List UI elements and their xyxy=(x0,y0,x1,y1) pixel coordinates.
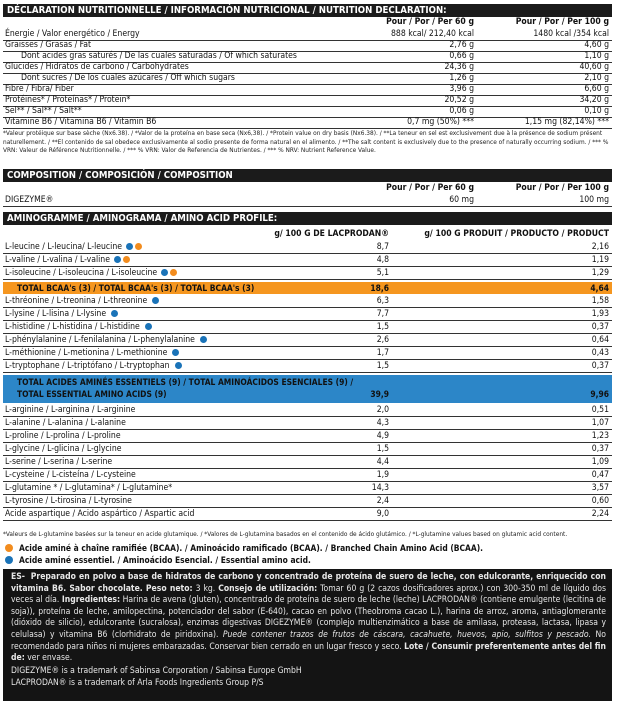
nutrition-label: Vitamine B6 / Vitamina B6 / Vitamin B6 xyxy=(5,117,157,127)
amino-label: L-histidine / L-histidina / L-histidine xyxy=(5,322,152,333)
nutrition-column-headers xyxy=(3,17,612,28)
blue-dot-icon xyxy=(172,349,179,356)
amino-value-lacprodan: 9,0 xyxy=(376,509,389,519)
amino-label: L-leucine / L-leucina/ L-leucine xyxy=(5,242,142,253)
nutrition-label: Glucides / Hidratos de carbono / Carbohydrates xyxy=(5,62,189,72)
nutrition-value-100g: 0,10 g xyxy=(584,106,609,116)
composition-row xyxy=(3,195,612,207)
amino-value-product: 0,47 xyxy=(591,470,609,480)
amino-value-product: 0,43 xyxy=(591,348,609,358)
amino-value-product: 0,64 xyxy=(591,335,609,345)
amino-row-essential xyxy=(3,309,612,321)
es-ingredients-label: Ingredientes: xyxy=(61,595,121,606)
amino-footnote: *Valeurs de L-glutamine basées sur la teneur en acide glutamique. / *Valores de L-glutamina basados en el contenido de ácido glutámico. / *L-glutamine values based on glutamic acid content. xyxy=(3,530,568,538)
composition-col1: Pour / Por / Per 60 g xyxy=(386,183,474,193)
blue-dot-icon xyxy=(111,310,118,317)
amino-value-lacprodan: 2,0 xyxy=(376,405,389,415)
amino-col1: g/ 100 G DE LACPRODAN® xyxy=(274,229,389,239)
nutrition-value-100g: 1480 kcal /354 kcal xyxy=(533,29,609,39)
amino-value-product: 3,57 xyxy=(591,483,609,493)
amino-value-lacprodan: 1,9 xyxy=(376,470,389,480)
amino-value-lacprodan: 1,5 xyxy=(376,322,389,332)
amino-row xyxy=(3,483,612,495)
amino-value-lacprodan: 2,6 xyxy=(376,335,389,345)
amino-value-lacprodan: 4,8 xyxy=(376,255,389,265)
trademark-lacprodan: LACPRODAN® is a trademark of Arla Foods Ingredients Group P/S xyxy=(11,678,264,689)
legend-bcaa-text: Acide aminé à chaîne ramifiée (BCAA). / Aminoácido ramificado (BCAA). / Branched Chain Amino Acid (BCAA). xyxy=(19,543,484,553)
legend-essential xyxy=(3,555,311,566)
nutrition-value-100g: 1,15 mg (82,14%) *** xyxy=(524,117,609,127)
amino-value-lacprodan: 1,7 xyxy=(376,348,389,358)
amino-value-product: 1,58 xyxy=(591,296,609,306)
amino-value-lacprodan: 7,7 xyxy=(376,309,389,319)
es-lot-label: Lote / Consumir preferentemente antes del fin de: xyxy=(11,641,606,664)
nutrition-value-100g: 4,60 g xyxy=(584,40,609,50)
amino-row xyxy=(3,418,612,430)
nutrition-label: Protéines* / Proteínas* / Protein* xyxy=(5,95,131,105)
essential-total-label-2: TOTAL ESSENTIAL AMINO ACIDS (9) xyxy=(17,389,167,399)
orange-dot-icon xyxy=(135,243,142,250)
amino-value-product: 1,09 xyxy=(591,457,609,467)
nutrition-value-100g: 40,60 g xyxy=(579,62,609,72)
nutrition-value-100g: 1,10 g xyxy=(584,51,609,61)
amino-value-lacprodan: 1,5 xyxy=(376,444,389,454)
amino-row xyxy=(3,496,612,508)
spanish-description-block xyxy=(3,569,612,701)
nutrition-value-60g: 1,26 g xyxy=(449,73,474,83)
nutrition-col1: Pour / Por / Per 60 g xyxy=(386,17,474,27)
bcaa-total-product: 4,64 xyxy=(590,283,609,293)
nutrition-value-60g: 24,36 g xyxy=(444,62,474,72)
amino-row-essential xyxy=(3,335,612,347)
amino-label: L-arginine / L-arginina / L-arginine xyxy=(5,405,136,415)
amino-label: L-cysteine / L-cisteína / L-cysteine xyxy=(5,470,136,480)
blue-dot-icon xyxy=(145,323,152,330)
essential-total-row xyxy=(3,375,612,403)
amino-label: L-lysine / L-lisina / L-lysine xyxy=(5,309,118,320)
amino-label: Acide aspartique / Acido aspártico / Aspartic acid xyxy=(5,509,195,519)
amino-row-bcaa xyxy=(3,268,612,280)
nutrition-value-100g: 2,10 g xyxy=(584,73,609,83)
blue-dot-icon xyxy=(126,243,133,250)
amino-value-product: 1,29 xyxy=(591,268,609,278)
amino-label: L-glycine / L-glicina / L-glycine xyxy=(5,444,122,454)
amino-col2: g/ 100 G PRODUIT / PRODUCTO / PRODUCT xyxy=(424,229,609,239)
amino-value-product: 1,93 xyxy=(591,309,609,319)
composition-column-headers xyxy=(3,183,612,194)
amino-column-headers xyxy=(3,229,612,240)
nutrition-label: Énergie / Valor energético / Energy xyxy=(5,29,140,39)
nutrition-value-60g: 20,52 g xyxy=(444,95,474,105)
amino-row-essential xyxy=(3,361,612,373)
amino-label: L-tryptophane / L-triptófano / L-tryptophan xyxy=(5,361,182,372)
es-usage-label: Consejo de utilización: xyxy=(218,583,318,594)
amino-row-essential xyxy=(3,296,612,308)
blue-dot-icon xyxy=(175,362,182,369)
blue-dot-icon xyxy=(152,297,159,304)
amino-row xyxy=(3,405,612,417)
amino-value-product: 2,16 xyxy=(591,242,609,252)
nutrition-label: Sel** / Sal** / Salt** xyxy=(5,106,82,116)
amino-value-lacprodan: 1,5 xyxy=(376,361,389,371)
composition-value-60g: 60 mg xyxy=(449,195,474,205)
nutrition-col2: Pour / Por / Per 100 g xyxy=(515,17,609,27)
nutrition-label: Dont sucres / De los cuales azúcares / Off which sugars xyxy=(21,73,235,83)
bcaa-total-row xyxy=(3,282,612,294)
composition-value-100g: 100 mg xyxy=(579,195,609,205)
amino-value-lacprodan: 4,4 xyxy=(376,457,389,467)
essential-total-label-1: TOTAL ACIDES AMINÉS ESSENTIELS (9) / TOTAL AMINOÁCIDOS ESENCIALES (9) / xyxy=(17,377,354,387)
amino-value-lacprodan: 14,3 xyxy=(371,483,389,493)
amino-value-product: 0,51 xyxy=(591,405,609,415)
amino-row xyxy=(3,444,612,456)
amino-value-product: 0,37 xyxy=(591,444,609,454)
es-allergens: Puede contener trazos de frutos de cáscara, cacahuete, huevos, apio, sulfitos y pescado. xyxy=(222,629,592,640)
blue-dot-icon xyxy=(161,269,168,276)
amino-title: AMINOGRAMME / AMINOGRAMA / AMINO ACID PROFILE: xyxy=(3,212,612,225)
amino-value-lacprodan: 4,3 xyxy=(376,418,389,428)
es-lead: Preparado en polvo a base de hidratos de carbono y concentrado de proteína de suero de leche, con edulcorante, enriquecido con vitamina B6. Sabor chocolate. Peso neto: xyxy=(11,572,606,594)
nutrition-value-100g: 34,20 g xyxy=(579,95,609,105)
composition-col2: Pour / Por / Per 100 g xyxy=(515,183,609,193)
legend-essential-text: Acide aminé essentiel. / Aminoácido Esencial. / Essential amino acid. xyxy=(19,555,311,565)
nutrition-value-60g: 888 kcal/ 212,40 kcal xyxy=(391,29,474,39)
nutrition-value-60g: 0,06 g xyxy=(449,106,474,116)
orange-dot-icon xyxy=(123,256,130,263)
nutrition-value-60g: 0,7 mg (50%) *** xyxy=(407,117,474,127)
bcaa-total-lacprodan: 18,6 xyxy=(370,283,389,293)
amino-label: L-proline / L-prolina / L-proline xyxy=(5,431,121,441)
es-weight: 3 kg. xyxy=(195,583,216,594)
amino-label: L-tyrosine / L-tirosina / L-tyrosine xyxy=(5,496,132,506)
composition-label: DIGEZYME® xyxy=(5,195,54,205)
amino-label: L-isoleucine / L-isoleucina / L-isoleucine xyxy=(5,268,177,279)
legend-bcaa xyxy=(3,543,483,554)
amino-label: L-méthionine / L-metionina / L-methionine xyxy=(5,348,179,359)
amino-value-product: 2,24 xyxy=(591,509,609,519)
es-warning: No recomendado para niños ni mujeres embarazadas. Conservar bien cerrado en un lugar fresco y seco. xyxy=(11,629,606,652)
amino-value-lacprodan: 4,9 xyxy=(376,431,389,441)
nutrition-footnote: *Valeur protéique sur base sèche (Nx6.38). / *Valor de la proteína en base seca (Nx6,38). / *Protein value on dry basis (Nx6.38). / **La teneur en sel est exclusivement due à la présence de sodium présent naturellement. / **El contenido de sal obedece exclusivamente al sodio presente de forma natural en el alimento. / **The salt content is exclusively due to the presence of naturally occurring sodium. / *** % VRN: Valeur de Référence Nutritionnelle. / *** % VRN: Valor de Referencia de Nutrientes. / *** % NRV: Nutrient Reference Value. xyxy=(3,129,609,155)
blue-dot-icon xyxy=(114,256,121,263)
amino-value-lacprodan: 2,4 xyxy=(376,496,389,506)
blue-dot-icon xyxy=(5,556,13,564)
amino-row xyxy=(3,457,612,469)
amino-value-lacprodan: 8,7 xyxy=(376,242,389,252)
nutrition-value-60g: 3,96 g xyxy=(449,84,474,94)
nutrition-title: DÉCLARATION NUTRITIONNELLE / INFORMACIÓN NUTRICIONAL / NUTRITION DECLARATION: xyxy=(3,4,612,17)
nutrition-label: Dont acides gras saturés / De las cuales saturadas / Of which saturates xyxy=(21,51,297,61)
amino-row xyxy=(3,509,612,521)
amino-value-product: 1,19 xyxy=(591,255,609,265)
es-ingredients: Harina de avena (gluten), concentrado de proteína de suero de leche (leche) LACPRODAN® (contiene emulgente (lecitina de soja)), proteína de leche, amilopectina, potenciador del sabor (E-640), cacao en polvo (Theobroma cacao L.), harina de arroz, aroma, antiaglomerante (dióxido de silicio), edulcorante (sucralosa), enzimas digestivas DIGEZYME® (complejo multienzimático a base de amilasa, proteasa, lactasa, lipasa y celulasa) y vitamina B6 (clorhidrato de piridoxina). xyxy=(11,595,607,640)
essential-total-lacprodan: 39,9 xyxy=(370,389,389,399)
amino-row xyxy=(3,470,612,482)
amino-label: L-alanine / L-alanina / L-alanine xyxy=(5,418,126,428)
nutrition-row xyxy=(3,117,612,129)
amino-value-product: 1,07 xyxy=(591,418,609,428)
orange-dot-icon xyxy=(5,544,13,552)
amino-row-bcaa xyxy=(3,255,612,267)
amino-row xyxy=(3,431,612,443)
amino-label: L-serine / L-serina / L-serine xyxy=(5,457,113,467)
amino-value-product: 1,23 xyxy=(591,431,609,441)
amino-dots xyxy=(124,242,142,252)
es-usage: Tomar 60 g (2 cazos dosificadores aprox.) con 300-350 ml de líquido dos veces al día. xyxy=(11,583,606,606)
amino-label: L-phénylalanine / L-fenilalanina / L-phenylalanine xyxy=(5,335,207,346)
amino-row-bcaa xyxy=(3,242,612,254)
nutrition-value-60g: 0,66 g xyxy=(449,51,474,61)
nutrition-label: Fibre / Fibra/ Fiber xyxy=(5,84,74,94)
amino-value-product: 0,60 xyxy=(591,496,609,506)
amino-value-product: 0,37 xyxy=(591,322,609,332)
composition-title: COMPOSITION / COMPOSICIÓN / COMPOSITION xyxy=(3,169,612,182)
amino-value-product: 0,37 xyxy=(591,361,609,371)
orange-dot-icon xyxy=(170,269,177,276)
blue-dot-icon xyxy=(200,336,207,343)
amino-value-lacprodan: 6,3 xyxy=(376,296,389,306)
bcaa-total-label: TOTAL BCAA's (3) / TOTAL BCAA's (3) / TOTAL BCAA's (3) xyxy=(17,283,255,293)
amino-row-essential xyxy=(3,348,612,360)
amino-label: L-valine / L-valina / L-valine xyxy=(5,255,130,266)
nutrition-value-100g: 6,60 g xyxy=(584,84,609,94)
trademark-digezyme: DIGEZYME® is a trademark of Sabinsa Corporation / Sabinsa Europe GmbH xyxy=(11,665,302,676)
amino-dots xyxy=(159,268,177,278)
essential-total-product: 9,96 xyxy=(590,389,609,399)
amino-value-lacprodan: 5,1 xyxy=(376,268,389,278)
amino-label: L-glutamine * / L-glutamina* / L-glutamine* xyxy=(5,483,173,493)
es-lot: ver envase. xyxy=(27,653,73,664)
nutrition-value-60g: 2,76 g xyxy=(449,40,474,50)
nutrition-label: Graisses / Grasas / Fat xyxy=(5,40,92,50)
amino-dots xyxy=(112,255,130,265)
amino-row-essential xyxy=(3,322,612,334)
amino-label: L-thréonine / L-treonina / L-threonine xyxy=(5,296,159,307)
es-prefix: ES- xyxy=(11,572,25,582)
